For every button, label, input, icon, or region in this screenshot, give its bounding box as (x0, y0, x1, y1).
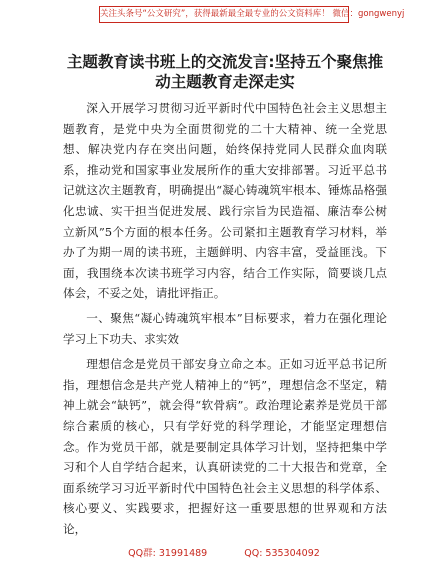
qq-group: QQ群: 31991489 (128, 548, 208, 559)
document-body (63, 98, 387, 539)
promo-banner: 关注头条号“公文研究”，获得最新最全最专业的公文资料库！ 微信：gongwenyj (99, 6, 349, 23)
title-line-1: 主题教育读书班上的交流发言:坚持五个聚焦推 (66, 53, 384, 71)
contact-footer (0, 545, 448, 559)
title-line-2: 动主题教育走深走实 (155, 73, 295, 91)
qq-contact: QQ: 535304092 (244, 548, 320, 559)
document-title (40, 52, 410, 92)
body-paragraph: 理想信念是党员干部安身立命之本。正如习近平总书记所指，理想信念是共产党人精神上的“钙”，理想信念不坚定，精神上就会“缺钙”，就会得“软骨病”。政治理论素养是党员干部综合素质的核心，只有学好党的科学理论，才能坚定理想信念。作为党员干部，就是要制定具体学习计划，坚持把集中学习和个人自学结合起来，认真研读党的二十大报告和党章，全面系统学习习近平新时代中国特色社会主义思想的科学体系、核心要义、实践要求，把握好这一重要思想的世界观和方法论， (63, 357, 387, 536)
intro-paragraph: 深入开展学习贯彻习近平新时代中国特色社会主义思想主题教育，是党中央为全面贯彻党的二十大精神、统一全党思想、解决党内存在突出问题，始终保持党同人民群众血肉联系，推动党和国家事业发展所作的重大安排部署。习近平总书记就这次主题教育，明确提出“凝心铸魂筑牢根本、锤炼品格强化忠诚、实干担当促进发展、践行宗旨为民造福、廉洁奉公树立新风”5个方面的根本任务。公司紧扣主题教育学习材料，举办了为期一周的读书班，主题鲜明、内容丰富，受益匪浅。下面，我围绕本次读书班学习内容，结合工作实际，简要谈几点体会，不妥之处，请批评指正。 (63, 101, 387, 301)
section-heading: 一、聚焦“凝心铸魂筑牢根本”目标要求，着力在强化理论学习上下功夫、求实效 (63, 310, 387, 346)
